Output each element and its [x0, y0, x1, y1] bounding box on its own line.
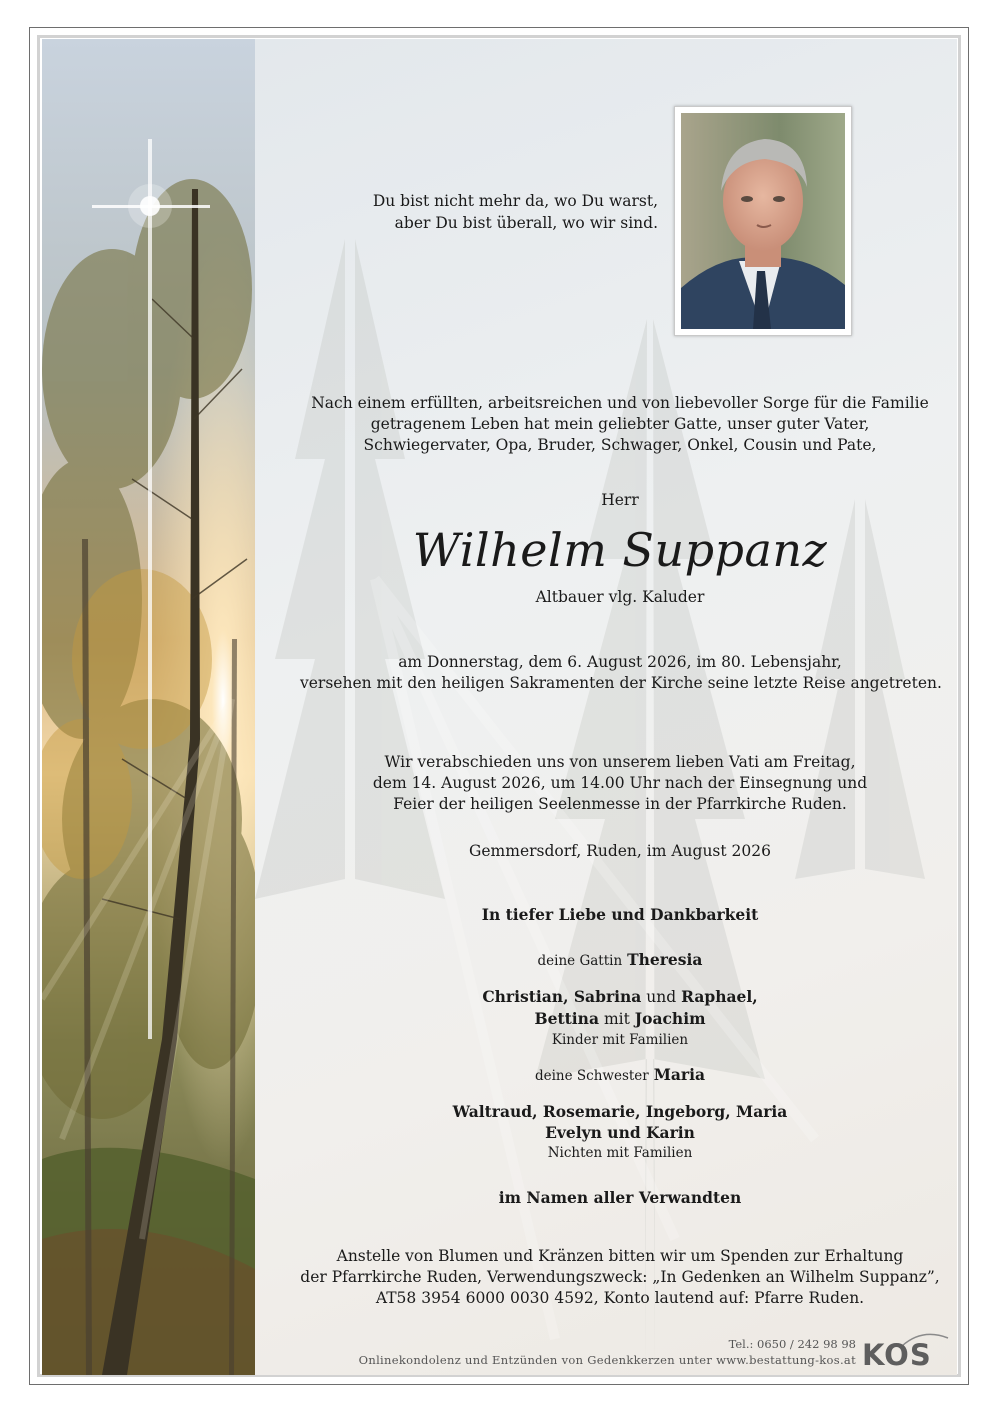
mourners-heading: In tiefer Liebe und Dankbarkeit — [481, 905, 759, 924]
donation-line-2: der Pfarrkirche Ruden, Verwendungszweck: „In Gedenken an Wilhelm Suppanz”, — [300, 1268, 940, 1286]
wife-prefix: deine Gattin — [537, 953, 623, 969]
children-line-1 — [300, 986, 940, 1008]
children-names-b: Raphael, — [681, 987, 758, 1006]
intro-paragraph — [300, 393, 940, 456]
quote-line-1: Du bist nicht mehr da, wo Du warst, — [372, 192, 658, 210]
donation-paragraph — [300, 1246, 940, 1309]
salutation: Herr — [601, 491, 639, 509]
children-line-2 — [300, 1008, 940, 1030]
nieces-block — [300, 1101, 940, 1164]
footer-online-condolence: Onlinekondolenz und Entzünden von Gedenkkerzen unter www.bestattung-kos.at — [358, 1353, 856, 1367]
intro-line-3: Schwiegervater, Opa, Bruder, Schwager, Onkel, Cousin und Pate, — [363, 436, 877, 454]
donation-line-3: AT58 3954 6000 0030 4592, Konto lautend auf: Pfarre Ruden. — [375, 1289, 865, 1307]
sister-name: Maria — [653, 1065, 706, 1084]
intro-line-2: getragenem Leben hat mein geliebter Gatte, unser guter Vater, — [370, 415, 870, 433]
wife-name: Theresia — [627, 950, 703, 969]
deceased-title: Altbauer vlg. Kaluder — [535, 588, 705, 606]
forest-cross-image — [42, 39, 255, 1375]
closing-line: im Namen aller Verwandten — [498, 1188, 742, 1207]
intro-line-1: Nach einem erfüllten, arbeitsreichen und von liebevoller Sorge für die Familie — [311, 394, 929, 412]
farewell-line-2: dem 14. August 2026, um 14.00 Uhr nach der Einsegnung und — [372, 774, 868, 792]
children-caption: Kinder mit Familien — [551, 1032, 689, 1048]
farewell-line-3: Feier der heiligen Seelenmesse in der Pfarrkirche Ruden. — [393, 795, 847, 813]
quote-line-2: aber Du bist überall, wo wir sind. — [394, 214, 658, 232]
farewell-paragraph — [300, 752, 940, 815]
death-notice-line-2: versehen mit den heiligen Sakramenten der Kirche seine letzte Reise angetreten. — [300, 674, 942, 692]
children-preposition: mit — [603, 1010, 630, 1028]
portrait-frame — [674, 106, 852, 336]
footer-phone: Tel.: 0650 / 242 98 98 — [728, 1337, 856, 1351]
sister-prefix: deine Schwester — [534, 1068, 649, 1084]
nieces-caption: Nichten mit Familien — [547, 1145, 693, 1161]
sister-line — [300, 1064, 940, 1087]
kos-logo: KOS — [862, 1338, 932, 1372]
wife-line — [300, 949, 940, 972]
children-names-a: Christian, Sabrina — [482, 987, 642, 1006]
farewell-line-1: Wir verabschieden uns von unserem lieben Vati am Freitag, — [384, 753, 856, 771]
children-names-c: Bettina — [534, 1009, 599, 1028]
nieces-line-1: Waltraud, Rosemarie, Ingeborg, Maria — [452, 1102, 788, 1121]
death-notice — [300, 652, 940, 694]
children-conjunction: und — [646, 988, 677, 1006]
place-date: Gemmersdorf, Ruden, im August 2026 — [469, 842, 771, 860]
children-names-d: Joachim — [634, 1009, 706, 1028]
donation-line-1: Anstelle von Blumen und Kränzen bitten wir um Spenden zur Erhaltung — [336, 1247, 904, 1265]
nieces-line-2: Evelyn und Karin — [545, 1123, 695, 1142]
deceased-name: Wilhelm Suppanz — [412, 523, 828, 577]
quote — [373, 190, 658, 234]
death-notice-line-1: am Donnerstag, dem 6. August 2026, im 80. Lebensjahr, — [398, 653, 842, 671]
portrait-photo — [681, 113, 845, 329]
children-block — [300, 986, 940, 1051]
